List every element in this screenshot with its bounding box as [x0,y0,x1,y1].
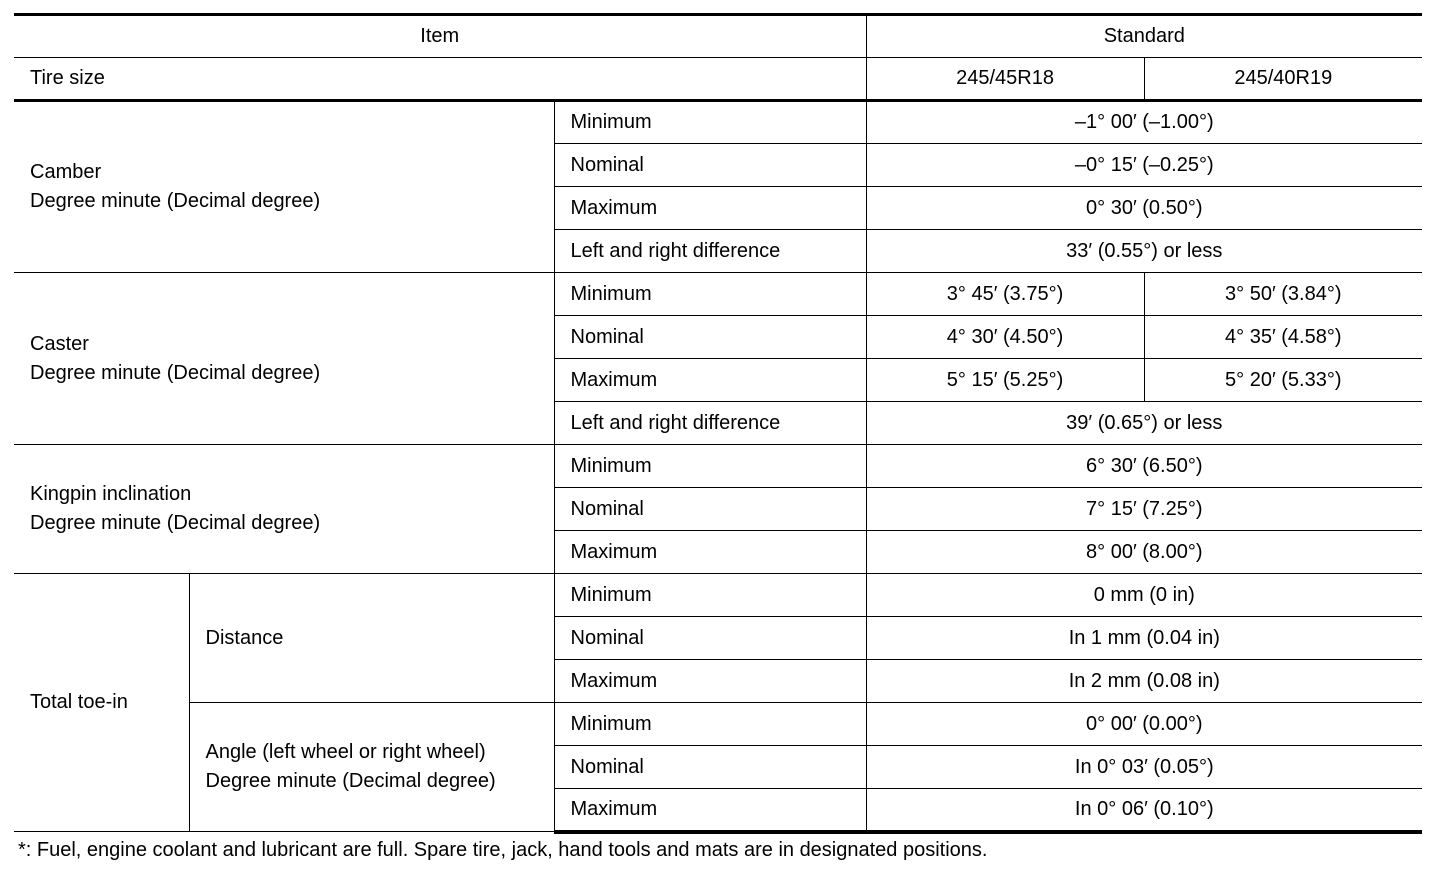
row-name: Left and right difference [554,230,866,273]
row-value: 0° 00′ (0.00°) [866,703,1422,746]
row-name: Nominal [554,144,866,187]
row-name: Maximum [554,359,866,402]
row-value: 0° 30′ (0.50°) [866,187,1422,230]
row-value: 7° 15′ (7.25°) [866,488,1422,531]
row-value-18: 4° 30′ (4.50°) [866,316,1144,359]
tire-size-row [14,58,1422,101]
row-value: In 2 mm (0.08 in) [866,660,1422,703]
row-value: 33′ (0.55°) or less [866,230,1422,273]
row-value: 39′ (0.65°) or less [866,402,1422,445]
footnote: *: Fuel, engine coolant and lubricant are full. Spare tire, jack, hand tools and mats are in designated positions. [18,839,988,861]
alignment-spec-table [14,13,1422,834]
row-value: 0 mm (0 in) [866,574,1422,617]
row-name: Nominal [554,488,866,531]
toe-angle-label: Angle (left wheel or right wheel) [205,741,486,763]
kingpin-label: Kingpin inclination [30,483,192,505]
row-value: –0° 15′ (–0.25°) [866,144,1422,187]
row-name: Nominal [554,746,866,789]
row-value-18: 5° 15′ (5.25°) [866,359,1144,402]
row-value: 8° 00′ (8.00°) [866,531,1422,574]
row-name: Left and right difference [554,402,866,445]
toe-label: Total toe-in [14,574,189,832]
toe-distance-label: Distance [189,574,554,703]
kingpin-unit: Degree minute (Decimal degree) [30,512,321,534]
row-value-19: 3° 50′ (3.84°) [1144,273,1422,316]
row-name: Maximum [554,789,866,832]
row-value: In 1 mm (0.04 in) [866,617,1422,660]
table-row [14,703,1422,746]
row-name: Minimum [554,445,866,488]
row-name: Nominal [554,316,866,359]
standard-header: Standard [866,15,1422,58]
row-value-19: 4° 35′ (4.58°) [1144,316,1422,359]
camber-label-cell [14,101,554,273]
table-row [14,273,1422,316]
kingpin-label-cell [14,445,554,574]
item-header: Item [14,15,866,58]
row-name: Maximum [554,187,866,230]
row-name: Maximum [554,660,866,703]
row-name: Minimum [554,574,866,617]
toe-angle-label-cell [189,703,554,832]
row-name: Nominal [554,617,866,660]
row-value: –1° 00′ (–1.00°) [866,101,1422,144]
caster-label: Caster [30,332,89,355]
toe-angle-unit: Degree minute (Decimal degree) [205,770,496,792]
camber-label: Camber [30,161,102,183]
tire-size-19: 245/40R19 [1144,58,1422,101]
table-row [14,574,1422,617]
table-row [14,101,1422,144]
header-row [14,15,1422,58]
tire-size-label: Tire size [14,58,866,101]
camber-unit: Degree minute (Decimal degree) [30,190,321,212]
row-name: Minimum [554,101,866,144]
tire-size-18: 245/45R18 [866,58,1144,101]
caster-label-cell [14,273,554,445]
row-value-19: 5° 20′ (5.33°) [1144,359,1422,402]
row-value: In 0° 03′ (0.05°) [866,746,1422,789]
row-value: In 0° 06′ (0.10°) [866,789,1422,832]
row-value-18: 3° 45′ (3.75°) [866,273,1144,316]
row-value: 6° 30′ (6.50°) [866,445,1422,488]
caster-unit: Degree minute (Decimal degree) [30,361,321,384]
table-row [14,445,1422,488]
row-name: Maximum [554,531,866,574]
row-name: Minimum [554,703,866,746]
row-name: Minimum [554,273,866,316]
